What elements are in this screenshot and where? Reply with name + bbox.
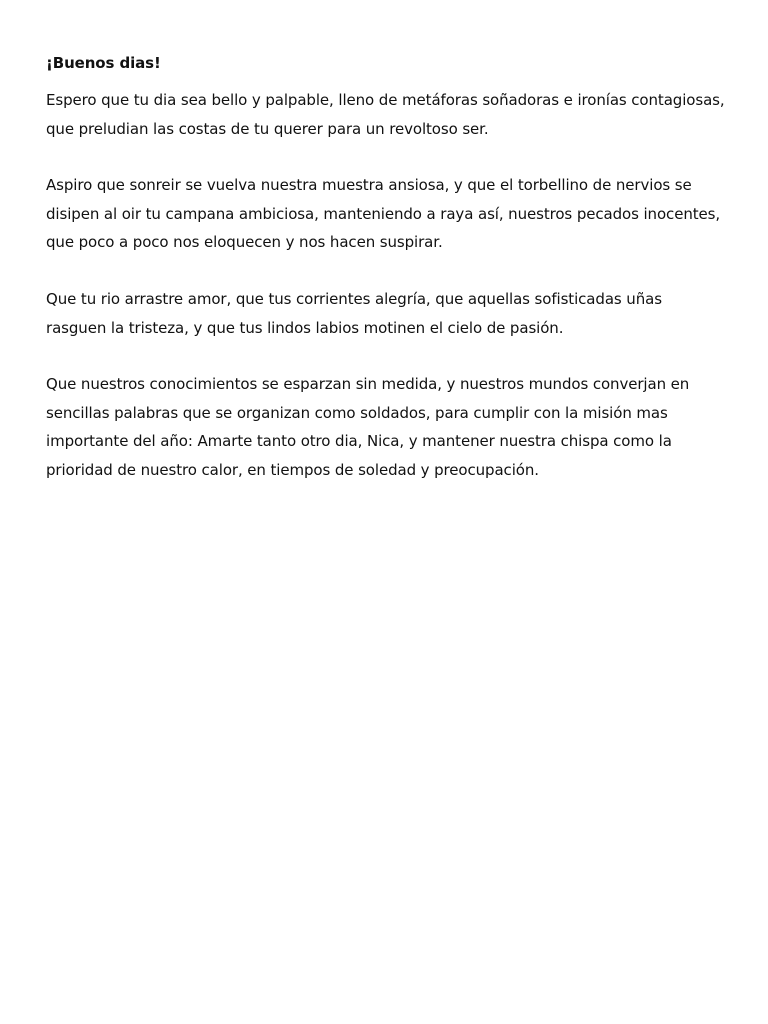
document-paragraph: Espero que tu dia sea bello y palpable, lleno de metáforas soñadoras e ironías contagiosas, que preludian las costas de tu querer para un revoltoso ser. bbox=[46, 91, 725, 138]
document-page bbox=[46, 50, 726, 513]
document-paragraph: Que tu rio arrastre amor, que tus corrientes alegría, que aquellas sofisticadas uñas rasguen la tristeza, y que tus lindos labios motinen el cielo de pasión. bbox=[46, 289, 662, 337]
document-greeting: ¡Buenos dias! bbox=[46, 54, 161, 72]
document-paragraph: Aspiro que sonreir se vuelva nuestra muestra ansiosa, y que el torbellino de nervios se disipen al oir tu campana ambiciosa, manteniendo a raya así, nuestros pecados inocentes, que poco a poco nos eloquecen y nos hacen suspirar. bbox=[46, 176, 721, 252]
document-paragraph: Que nuestros conocimientos se esparzan sin medida, y nuestros mundos converjan en sencillas palabras que se organizan como soldados, para cumplir con la misión mas importante del año: Amarte tanto otro dia, Nica, y mantener nuestra chispa como la prioridad de nuestro calor, en tiempos de soledad y preocupación. bbox=[46, 375, 690, 479]
